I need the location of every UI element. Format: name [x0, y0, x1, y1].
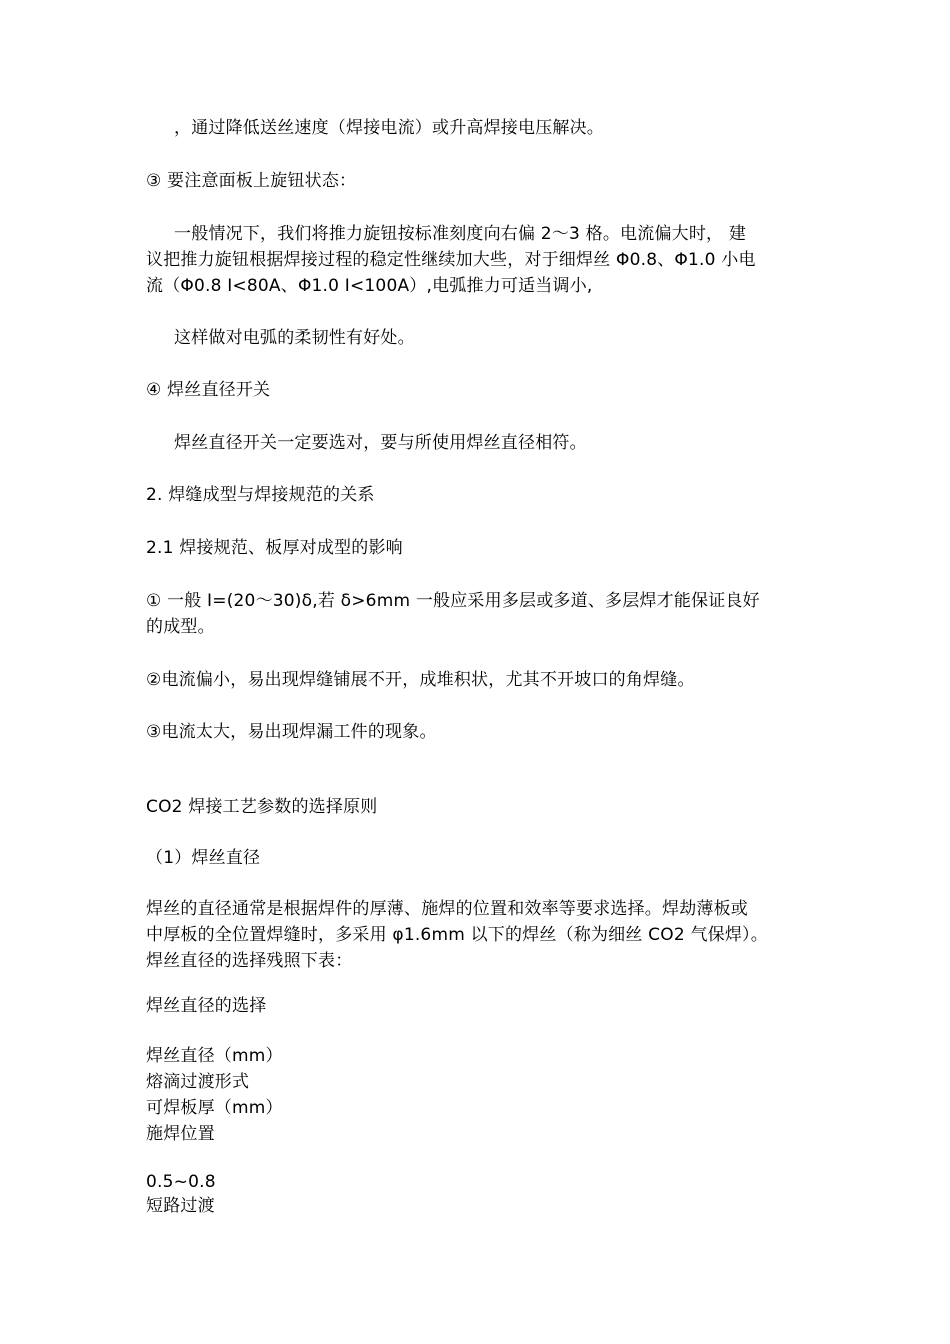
- text-line: 施焊位置: [146, 1124, 215, 1144]
- text-line: （1）焊丝直径: [146, 848, 261, 868]
- text-line: 的成型。: [146, 617, 215, 637]
- text-line: 焊丝的直径通常是根据焊件的厚薄、施焊的位置和效率等要求选择。焊劫薄板或: [146, 899, 748, 919]
- text-line: ③ 要注意面板上旋钮状态：: [146, 171, 357, 191]
- text-line: 2. 焊缝成型与焊接规范的关系: [146, 485, 375, 505]
- text-line: 可焊板厚（mm）: [146, 1098, 283, 1118]
- text-line: 这样做对电弧的柔韧性有好处。: [174, 328, 415, 348]
- text-line: ③电流太大，易出现焊漏工件的现象。: [146, 722, 437, 742]
- text-line: 议把推力旋钮根据焊接过程的稳定性继续加大些，对于细焊丝 Φ0.8、Φ1.0 小电: [146, 250, 756, 270]
- text-line: 焊丝直径的选择残照下表：: [146, 951, 353, 971]
- text-line: 一般情况下，我们将推力旋钮按标准刻度向右偏 2～3 格。电流偏大时， 建: [174, 224, 747, 244]
- text-line: 0.5~0.8: [146, 1172, 216, 1192]
- text-line: 熔滴过渡形式: [146, 1072, 250, 1092]
- text-line: 2.1 焊接规范、板厚对成型的影响: [146, 538, 403, 558]
- text-line: 焊丝直径开关一定要选对，要与所使用焊丝直径相符。: [174, 433, 587, 453]
- text-line: 流（Φ0.8 I<80A、Φ1.0 I<100A）,电弧推力可适当调小,: [146, 276, 593, 296]
- text-line: CO2 焊接工艺参数的选择原则: [146, 797, 378, 817]
- text-line: ②电流偏小，易出现焊缝铺展不开，成堆积状，尤其不开坡口的角焊缝。: [146, 670, 695, 690]
- text-line: 短路过渡: [146, 1196, 215, 1216]
- text-line: ，通过降低送丝速度（焊接电流）或升高焊接电压解决。: [174, 118, 604, 138]
- text-line: ① 一般 I=(20～30)δ,若 δ>6mm 一般应采用多层或多道、多层焊才能保证良好: [146, 591, 760, 611]
- text-line: ④ 焊丝直径开关: [146, 380, 271, 400]
- text-line: 焊丝直径（mm）: [146, 1046, 283, 1066]
- text-line: 焊丝直径的选择: [146, 996, 267, 1016]
- text-line: 中厚板的全位置焊缝时，多采用 φ1.6mm 以下的焊丝（称为细丝 CO2 气保焊）。: [146, 925, 768, 945]
